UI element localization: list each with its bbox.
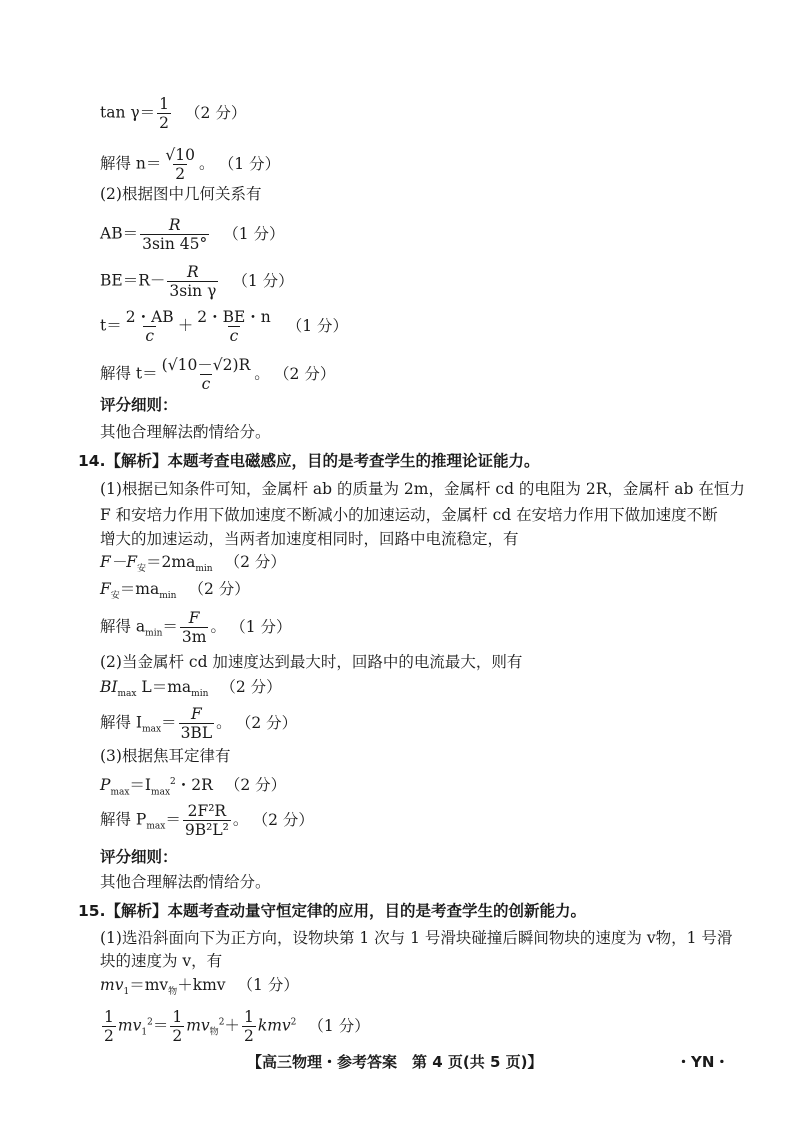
formula-text: AB＝	[100, 224, 139, 243]
score-points: （1 分）	[223, 224, 285, 243]
numerator: F	[188, 609, 200, 627]
subscript: max	[146, 821, 166, 832]
fraction	[167, 264, 218, 299]
scoring-heading: 评分细则：	[100, 396, 178, 414]
text-line: 块的速度为 v，有	[100, 952, 223, 970]
formula-text: 。	[216, 713, 232, 732]
text-line: F 和安培力作用下做加速度不断减小的加速运动，金属杆 cd 在安培力作用下做加速度不断	[100, 506, 718, 524]
denominator: 2	[172, 1027, 183, 1045]
numerator: 1	[159, 95, 170, 113]
denominator: c	[145, 327, 155, 345]
subscript: 物	[168, 987, 178, 998]
formula-energy	[100, 1009, 370, 1044]
numerator: R	[168, 216, 181, 234]
scoring-heading: 评分细则：	[100, 848, 178, 866]
formula-text: mv	[100, 976, 124, 994]
subscript: 物	[209, 1027, 219, 1038]
formula-text: 。	[210, 617, 226, 636]
formula-text: ＝I	[129, 776, 152, 795]
formula-text: ＝	[152, 1016, 169, 1035]
subscript: max	[117, 689, 137, 700]
fraction	[180, 610, 209, 645]
formula-text: 解得 P	[100, 810, 147, 829]
denominator: 2	[104, 1027, 114, 1045]
formula-text: F	[100, 580, 111, 598]
score-points: （1 分）	[286, 316, 349, 335]
formula-text: 解得 I	[100, 713, 143, 732]
fraction	[102, 1009, 116, 1044]
formula-line	[100, 772, 286, 802]
text-line: (2)根据图中几何关系有	[100, 185, 262, 203]
fraction	[163, 147, 197, 182]
numerator: (√10－√2)R	[161, 356, 251, 374]
numerator: 2・BE・n	[197, 308, 271, 326]
subscript: 安	[137, 564, 147, 575]
score-points: （2 分）	[220, 678, 282, 696]
fraction	[183, 803, 231, 838]
superscript: 2	[147, 1017, 153, 1028]
denominator: c	[201, 375, 211, 393]
denominator: 3m	[181, 628, 207, 646]
formula-text: L＝ma	[136, 678, 192, 696]
denominator: 3BL	[180, 724, 213, 742]
formula-text: kmv	[257, 1016, 291, 1035]
denominator: c	[229, 327, 239, 345]
superscript: 2	[170, 777, 176, 787]
formula-text: ＝	[162, 617, 178, 636]
formula-solve-amin	[100, 610, 292, 645]
formula-text: ＝ma	[119, 580, 160, 598]
score-points: （2 分）	[260, 810, 314, 829]
superscript: 2	[218, 1017, 225, 1028]
subscript: min	[191, 689, 209, 700]
subscript: 1	[123, 987, 130, 998]
formula-solve-n	[100, 147, 280, 182]
formula-line	[100, 579, 250, 606]
fraction	[179, 706, 215, 741]
fraction	[140, 217, 209, 252]
score-points: （2 分）	[281, 364, 336, 383]
denominator: 2	[175, 165, 186, 183]
subscript: max	[110, 787, 130, 798]
question-15-heading: 15.【解析】本题考查动量守恒定律的应用，目的是考查学生的创新能力。	[78, 902, 586, 920]
text-line: (3)根据焦耳定律有	[100, 747, 231, 765]
formula-text: 。	[254, 364, 270, 383]
numerator: 2F²R	[187, 802, 227, 820]
formula-line	[100, 677, 282, 704]
numerator: 1	[104, 1008, 114, 1026]
numerator: 1	[243, 1008, 254, 1026]
formula-ab	[100, 217, 285, 252]
formula-text: 解得 t＝	[100, 364, 158, 383]
denominator: 9B²L²	[184, 821, 229, 839]
score-points: （1 分）	[237, 976, 299, 994]
page-footer: 【高三物理・参考答案 第 4 页(共 5 页)】	[247, 1053, 543, 1071]
score-points: （2 分）	[188, 580, 250, 598]
numerator: F	[190, 705, 202, 723]
footer-code: ・YN・	[676, 1053, 730, 1071]
formula-text: ＝2ma	[146, 553, 196, 571]
subscript: 1	[141, 1027, 148, 1038]
numerator: R	[187, 263, 199, 281]
subscript: max	[142, 724, 162, 735]
formula-tan-gamma	[100, 96, 246, 131]
formula-text: P	[100, 776, 111, 795]
formula-text: tan γ＝	[100, 103, 156, 122]
score-points: （1 分）	[232, 271, 294, 290]
formula-t	[100, 309, 348, 344]
fraction	[170, 1009, 184, 1044]
formula-line	[100, 552, 286, 579]
score-points: （2 分）	[224, 776, 287, 795]
formula-text: ＋	[224, 1016, 240, 1035]
fraction	[124, 309, 176, 344]
score-points: （1 分）	[308, 1016, 370, 1035]
score-points: （2 分）	[185, 103, 247, 122]
numerator: √10	[165, 146, 196, 164]
denominator: 2	[159, 114, 170, 132]
formula-text: ＝mv	[129, 976, 169, 994]
fraction	[242, 1009, 256, 1044]
fraction	[160, 357, 253, 392]
text-line: (1)根据已知条件可知，金属杆 ab 的质量为 2m，金属杆 cd 的电阻为 2R，金属杆 ab 在恒力	[100, 480, 745, 498]
formula-text: BE＝R－	[100, 271, 166, 290]
numerator: 2・AB	[125, 308, 174, 326]
formula-text: 。	[232, 810, 249, 829]
score-points: （2 分）	[224, 553, 286, 571]
denominator: 3sin 45°	[142, 235, 208, 253]
formula-text: 。	[199, 154, 215, 173]
text-line: (1)选沿斜面向下为正方向，设物块第 1 次与 1 号滑块碰撞后瞬间物块的速度为 v物，1 号滑	[100, 929, 733, 947]
fraction	[195, 309, 273, 344]
text-line: (2)当金属杆 cd 加速度达到最大时，回路中的电流最大，则有	[100, 653, 523, 671]
formula-solve-t	[100, 357, 335, 392]
subscript: min	[195, 564, 213, 575]
formula-solve-pmax	[100, 803, 314, 838]
text-line: 其他合理解法酌情给分。	[100, 423, 271, 441]
numerator: 1	[172, 1008, 183, 1026]
question-14-heading: 14.【解析】本题考查电磁感应，目的是考查学生的推理论证能力。	[78, 452, 540, 470]
formula-text: t＝	[100, 316, 122, 335]
text-line: 其他合理解法酌情给分。	[100, 873, 271, 891]
formula-text: ・2R	[175, 776, 213, 795]
subscript: min	[159, 591, 177, 602]
formula-momentum	[100, 975, 299, 1002]
formula-text: mv	[117, 1016, 142, 1035]
score-points: （1 分）	[237, 617, 292, 636]
formula-text: ＋	[177, 316, 194, 335]
score-points: （2 分）	[243, 713, 298, 732]
text-line: 增大的加速运动，当两者加速度相同时，回路中电流稳定，有	[100, 530, 519, 548]
denominator: 3sin γ	[169, 282, 217, 300]
formula-text: ＋kmv	[177, 976, 226, 994]
fraction	[157, 96, 171, 131]
formula-solve-imax	[100, 706, 297, 741]
formula-text: F－F	[100, 553, 138, 571]
subscript: 安	[110, 591, 120, 602]
score-points: （1 分）	[226, 154, 281, 173]
formula-text: ＝	[165, 810, 181, 829]
formula-text: ＝	[161, 713, 177, 732]
formula-text: BI	[100, 678, 118, 696]
formula-text: mv	[186, 1016, 210, 1035]
formula-text: 解得 a	[100, 617, 146, 636]
subscript: min	[145, 628, 163, 639]
subscript: max	[151, 787, 171, 798]
superscript: 2	[290, 1017, 297, 1028]
denominator: 2	[243, 1027, 254, 1045]
formula-be	[100, 264, 294, 299]
formula-text: 解得 n＝	[100, 154, 162, 173]
